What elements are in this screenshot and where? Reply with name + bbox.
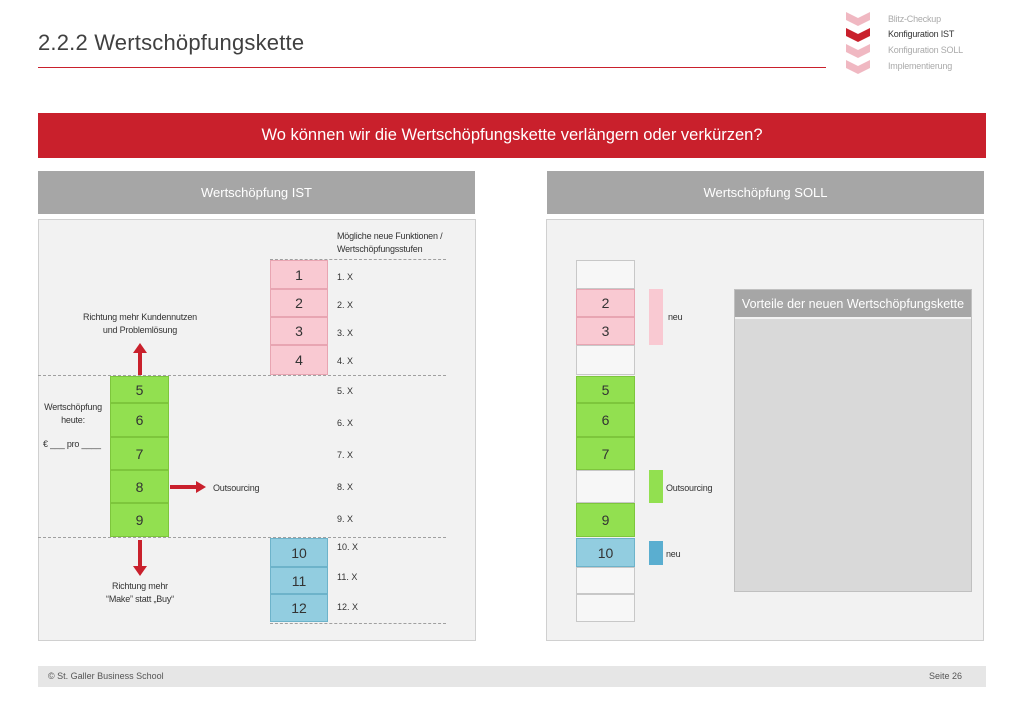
ist-cell-3: 3 <box>270 317 328 345</box>
outsourcing-label: Outsourcing <box>213 483 260 493</box>
legend-new2-label: neu <box>666 549 681 559</box>
soll-header: Wertschöpfung SOLL <box>547 171 984 214</box>
ist-cell-11: 11 <box>270 567 328 594</box>
up-direction-label-line1: Richtung mehr Kundennutzen <box>83 312 197 322</box>
ist-header: Wertschöpfung IST <box>38 171 475 214</box>
arrow-down-icon <box>133 540 147 576</box>
soll-cell-empty <box>576 594 635 622</box>
soll-cell-empty <box>576 567 635 594</box>
ist-cell-1: 1 <box>270 260 328 289</box>
nav-step-konfiguration-soll[interactable]: Konfiguration SOLL <box>888 45 963 55</box>
step-chevron-icon[interactable] <box>846 44 870 58</box>
soll-cell-10: 10 <box>576 538 635 567</box>
advantages-box <box>734 289 972 592</box>
step-chevron-icon[interactable] <box>846 60 870 74</box>
legend-swatch-new-pink <box>649 289 663 345</box>
ist-panel <box>38 219 476 641</box>
function-item: 10. X <box>337 542 359 552</box>
advantages-header: Vorteile der neuen Wertschöpfungskette <box>735 290 971 319</box>
soll-cell-6: 6 <box>576 403 635 437</box>
arrow-right-icon <box>170 481 206 493</box>
question-banner: Wo können wir die Wertschöpfungskette verlängern oder verkürzen? <box>38 113 986 158</box>
legend-outsourcing-label: Outsourcing <box>666 483 713 493</box>
function-item: 3. X <box>337 328 354 338</box>
ist-cell-10: 10 <box>270 538 328 567</box>
soll-cell-2: 2 <box>576 289 635 317</box>
nav-step-implementierung[interactable]: Implementierung <box>888 61 953 71</box>
title-underline <box>38 67 826 68</box>
ist-cell-12: 12 <box>270 594 328 622</box>
down-direction-label-line2: “Make” statt „Buy“ <box>106 594 174 604</box>
today-label-line2: heute: <box>61 415 85 425</box>
footer <box>38 666 986 687</box>
function-item: 7. X <box>337 450 354 460</box>
function-item: 12. X <box>337 602 359 612</box>
today-label-line1: Wertschöpfung <box>44 402 102 412</box>
footer-page-number: Seite 26 <box>928 671 962 681</box>
ist-cell-5: 5 <box>110 376 169 403</box>
function-item: 8. X <box>337 482 354 492</box>
dashed-line <box>270 623 446 624</box>
soll-cell-5: 5 <box>576 376 635 403</box>
ist-cell-6: 6 <box>110 403 169 437</box>
ist-cell-8: 8 <box>110 470 169 503</box>
ist-cell-9: 9 <box>110 503 169 537</box>
dashed-line <box>38 375 446 376</box>
soll-cell-empty <box>576 260 635 289</box>
soll-cell-empty <box>576 345 635 375</box>
functions-header-line1: Mögliche neue Funktionen / <box>337 231 443 241</box>
function-item: 11. X <box>337 572 358 582</box>
function-item: 6. X <box>337 418 354 428</box>
today-value: € ___ pro ____ <box>43 439 101 449</box>
step-chevron-icon[interactable] <box>846 28 870 42</box>
function-item: 4. X <box>337 356 354 366</box>
step-chevron-icon[interactable] <box>846 12 870 26</box>
arrow-up-icon <box>133 343 147 375</box>
soll-cell-7: 7 <box>576 437 635 470</box>
soll-cell-9: 9 <box>576 503 635 537</box>
function-item: 5. X <box>337 386 354 396</box>
ist-cell-4: 4 <box>270 345 328 375</box>
up-direction-label-line2: und Problemlösung <box>102 325 178 335</box>
ist-cell-2: 2 <box>270 289 328 317</box>
nav-step-blitz-checkup[interactable]: Blitz-Checkup <box>888 14 941 24</box>
legend-swatch-new-blue <box>649 541 663 565</box>
down-direction-label-line1: Richtung mehr <box>112 581 168 591</box>
function-item: 9. X <box>337 514 354 524</box>
page-title: 2.2.2 Wertschöpfungskette <box>38 30 305 55</box>
function-item: 1. X <box>337 272 354 282</box>
function-item: 2. X <box>337 300 354 310</box>
nav-step-konfiguration-ist[interactable]: Konfiguration IST <box>888 29 955 39</box>
legend-swatch-outsourcing <box>649 470 663 503</box>
ist-cell-7: 7 <box>110 437 169 470</box>
dashed-line <box>38 537 446 538</box>
soll-cell-empty <box>576 470 635 503</box>
functions-header-line2: Wertschöpfungsstufen <box>337 244 423 254</box>
soll-cell-3: 3 <box>576 317 635 345</box>
legend-new-label: neu <box>668 312 683 322</box>
footer-copyright: © St. Galler Business School <box>48 671 164 681</box>
